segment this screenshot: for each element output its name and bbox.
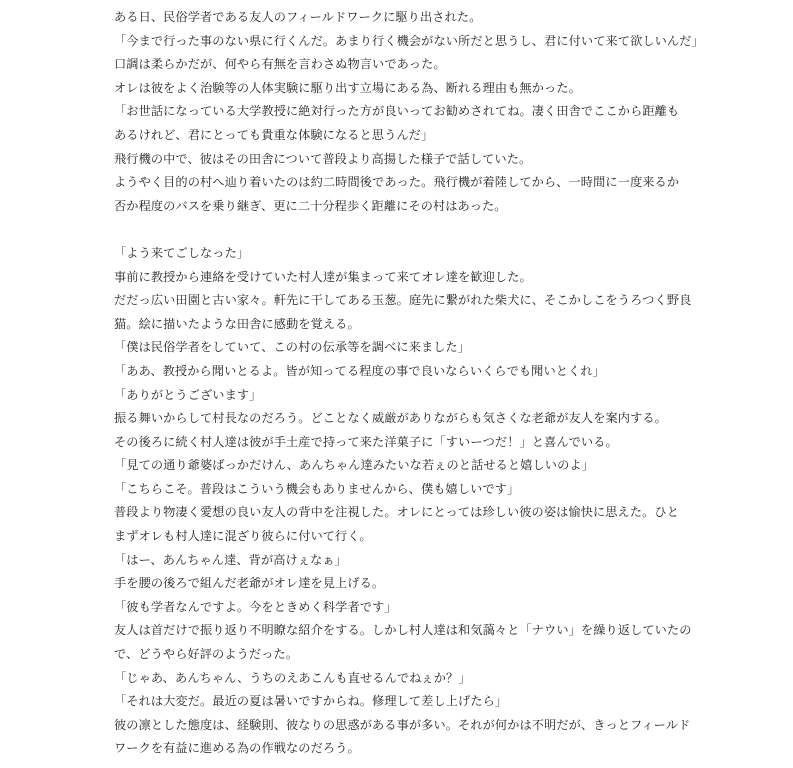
- text-line: まずオレも村人達に混ざり彼らに付いて行く。: [114, 529, 372, 544]
- text-line: 「よう来てごしなった」: [114, 245, 250, 260]
- text-line: 飛行機の中で、彼はその田舎について普段より高揚した様子で話していた。: [114, 151, 532, 166]
- text-line: 否か程度のバスを乗り継ぎ、更に二十分程歩く距離にその村はあった。: [114, 198, 507, 213]
- text-line: ある日、民俗学者である友人のフィールドワークに駆り出された。: [114, 10, 482, 24]
- text-line: オレは彼をよく治験等の人体実験に駆り出す立場にある為、断れる理由も無かった。: [114, 80, 581, 95]
- text-line: 普段より物凄く愛想の良い友人の背中を注視した。オレにとっては珍しい彼の姿は愉快に思えた。ひと: [114, 505, 679, 520]
- text-line: 猫。絵に描いたような田舎に感動を覚える。: [114, 316, 360, 331]
- text-line: その後ろに続く村人達は彼が手土産で持って来た洋菓子に「すいーつだ！」と喜んでいる。: [114, 434, 618, 449]
- text-line: 「こちらこそ。普段はこういう機会もありませんから、僕も嬉しいです」: [114, 481, 520, 496]
- text-line: 口調は柔らかだが、何やら有無を言わさぬ物言いであった。: [114, 57, 446, 72]
- text-line: で、どうやら好評のようだった。: [114, 647, 299, 662]
- text-line: 事前に教授から連絡を受けていた村人達が集まって来てオレ達を歓迎した。: [114, 269, 532, 284]
- text-line: 手を腰の後ろで組んだ老爺がオレ達を見上げる。: [114, 576, 385, 591]
- text-line: だだっ広い田園と古い家々。軒先に干してある玉葱。庭先に繋がれた柴犬に、そこかしこをうろつく野良: [114, 293, 692, 308]
- text-line: 「見ての通り爺婆ばっかだけん、あんちゃん達みたいな若ぇのと話せると嬉しいのよ」: [114, 458, 594, 473]
- document-body: [114, 6, 784, 761]
- text-line: 「彼も学者なんですよ。今をときめく科学者です」: [114, 599, 397, 614]
- text-line: 友人は首だけで振り返り不明瞭な紹介をする。しかし村人達は和気藹々と「ナウい」を繰り返していたの: [114, 623, 692, 638]
- blank-line: [114, 218, 784, 242]
- text-line: ようやく目的の村へ辿り着いたのは約二時間後であった。飛行機が着陸してから、一時間に一度来るか: [114, 175, 680, 190]
- text-line: 彼の凛とした態度は、経験則、彼なりの思惑がある事が多い。それが何かは不明だが、きっとフィールド: [114, 717, 691, 732]
- text-line: 「お世話になっている大学教授に絶対行った方が良いってお勧めされてね。凄く田舎でここから距離も: [114, 104, 680, 119]
- text-line: 「今まで行った事のない県に行くんだ。あまり行く機会がない所だと思うし、君に付いて来て欲しいんだ」: [114, 33, 704, 48]
- text-line: 「僕は民俗学者をしていて、この村の伝承等を調べに来ました」: [114, 340, 471, 355]
- text-line: 「ありがとうございます」: [114, 387, 262, 402]
- text-line: 「ああ、教授から聞いとるよ。皆が知ってる程度の事で良いならいくらでも聞いとくれ」: [114, 363, 605, 378]
- text-line: 「じゃあ、あんちゃん、うちのえあこんも直せるんでねぇか？」: [114, 670, 471, 685]
- text-line: ワークを有益に進める為の作戦なのだろう。: [114, 741, 360, 756]
- text-line: 「それは大変だ。最近の夏は暑いですからね。修理して差し上げたら」: [114, 694, 508, 709]
- text-line: 「はー、あんちゃん達、背が高けぇなぁ」: [114, 552, 347, 567]
- text-line: あるけれど、君にとっても貴重な体験になると思うんだ」: [114, 127, 434, 142]
- text-line: 振る舞いからして村長なのだろう。どことなく威厳がありながらも気さくな老爺が友人を案内する。: [114, 411, 667, 426]
